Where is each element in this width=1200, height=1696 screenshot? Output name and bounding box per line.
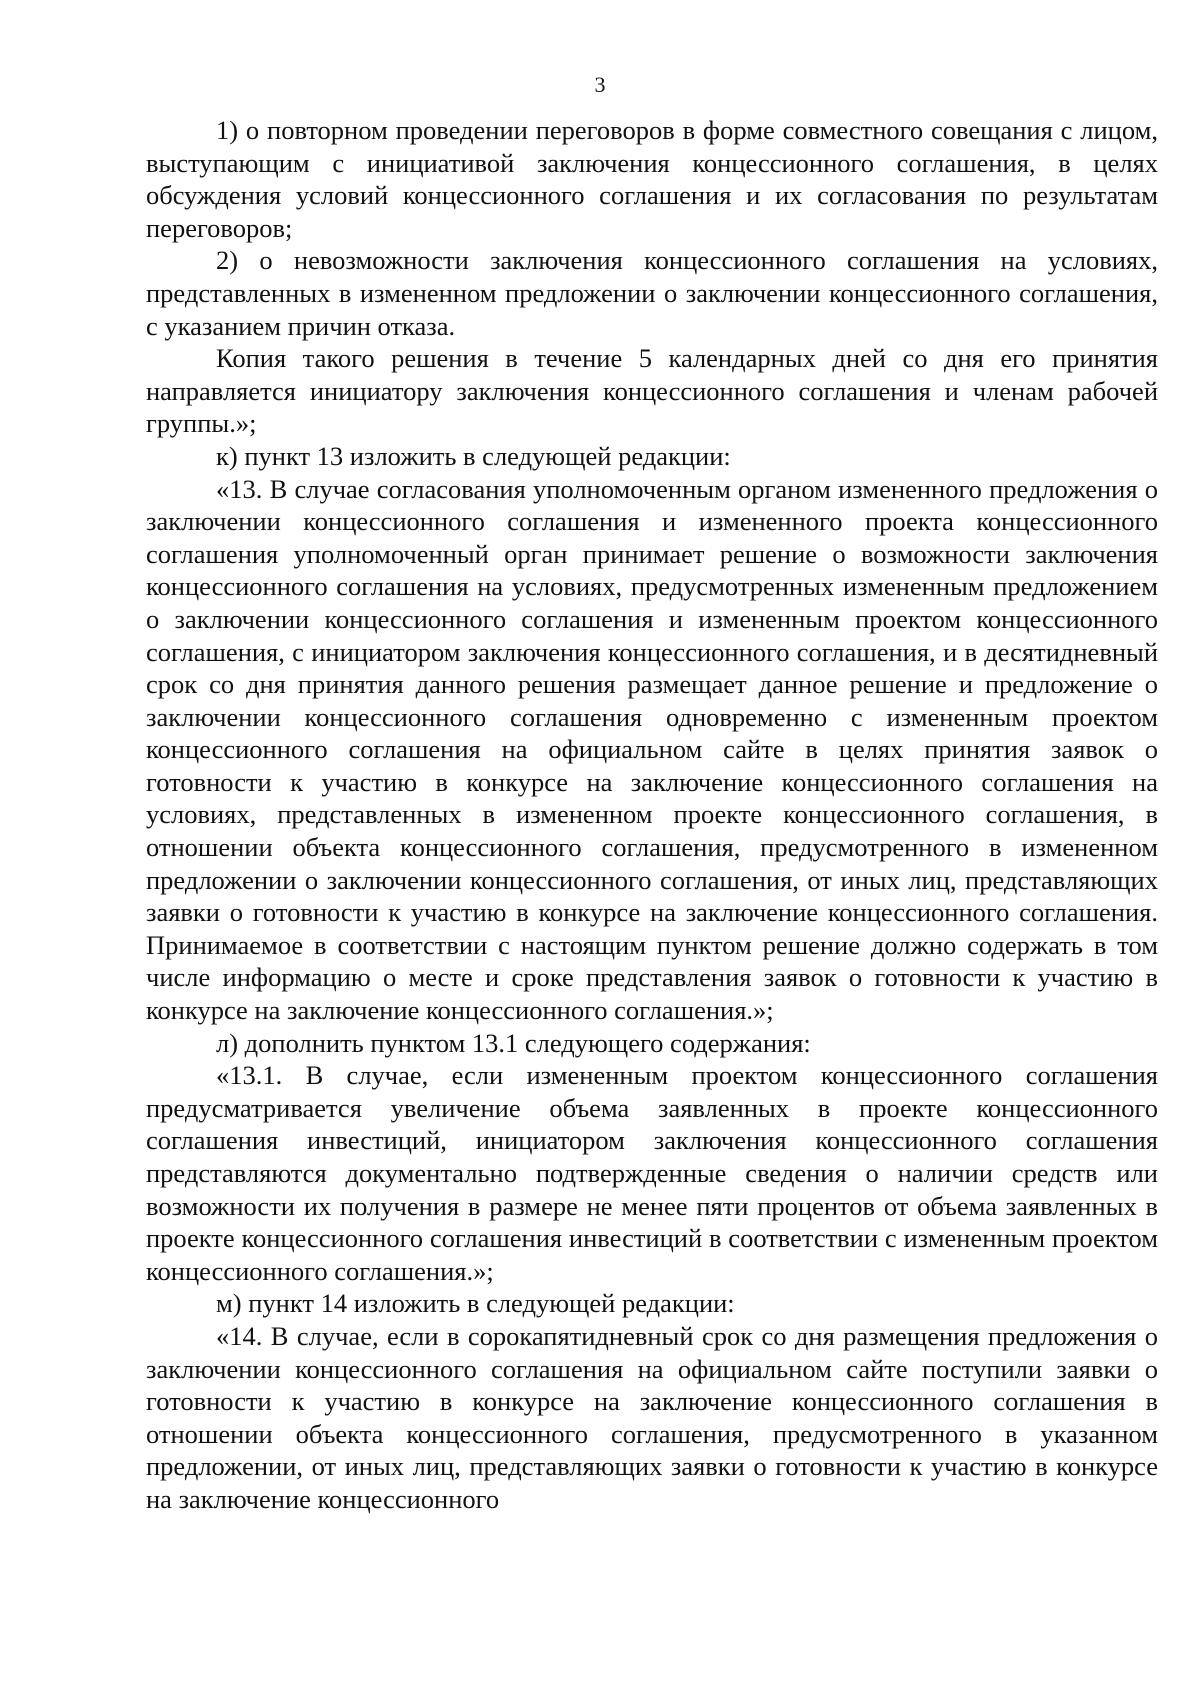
- page-number: 3: [594, 72, 606, 97]
- paragraph-item-1-option-repeat-negotiations: 1) о повторном проведении переговоров в форме совместного совещания с лицом, выступающим с инициативой заключения концессионного соглашения, в целях обсуждения условий концессионного соглашения и их согласования по результатам переговоров;: [146, 115, 1158, 243]
- paragraph-decision-copy: Копия такого решения в течение 5 календарных дней со дня его принятия направляется инициатору заключения концессионного соглашения и членам рабочей группы.»;: [146, 343, 1158, 439]
- paragraph-amend-l: л) дополнить пунктом 13.1 следующего содержания:: [216, 1027, 811, 1058]
- paragraph-item-2-option-impossibility: 2) о невозможности заключения концессионного соглашения на условиях, представленных в измененном предложении о заключении концессионного соглашения, с указанием причин отказа.: [146, 245, 1158, 341]
- document-body: [146, 114, 1158, 1516]
- paragraph-amend-k: к) пункт 13 изложить в следующей редакции:: [216, 440, 731, 471]
- paragraph-clause-13: «13. В случае согласования уполномоченным органом измененного предложения о заключении концессионного соглашения и измененного проекта концессионного соглашения уполномоченный орган принимает решение о возможности заключения концессионного соглашения на условиях, предусмотренных измененным предложением о заключении концессионного соглашения и измененным проектом концессионного соглашения, с инициатором заключения концессионного соглашения, и в десятидневный срок со дня принятия данного решения размещает данное решение и предложение о заключении концессионного соглашения одновременно с измененным проектом концессионного соглашения на официальном сайте в целях принятия заявок о готовности к участию в конкурсе на заключение концессионного соглашения на условиях, представленных в измененном проекте концессионного соглашения, в отношении объекта концессионного соглашения, предусмотренного в измененном предложении о заключении концессионного соглашения, от иных лиц, представляющих заявки о готовности к участию в конкурсе на заключение концессионного соглашения. Принимаемое в соответствии с настоящим пунктом решение должно содержать в том числе информацию о месте и сроке представления заявок о готовности к участию в конкурсе на заключение концессионного соглашения.»;: [146, 473, 1158, 1026]
- paragraph-amend-m: м) пункт 14 изложить в следующей редакции:: [216, 1288, 735, 1319]
- paragraph-clause-14: «14. В случае, если в сорокапятидневный срок со дня размещения предложения о заключении концессионного соглашения на официальном сайте поступили заявки о готовности к участию в конкурсе на заключение концессионного соглашения в отношении объекта концессионного соглашения, предусмотренного в указанном предложении, от иных лиц, представляющих заявки о готовности к участию в конкурсе на заключение концессионного: [146, 1320, 1158, 1514]
- paragraph-clause-13-1: «13.1. В случае, если измененным проектом концессионного соглашения предусматривается увеличение объема заявленных в проекте концессионного соглашения инвестиций, инициатором заключения концессионного соглашения представляются документально подтвержденные сведения о наличии средств или возможности их получения в размере не менее пяти процентов от объема заявленных в проекте концессионного соглашения инвестиций в соответствии с измененным проектом концессионного соглашения.»;: [146, 1060, 1158, 1286]
